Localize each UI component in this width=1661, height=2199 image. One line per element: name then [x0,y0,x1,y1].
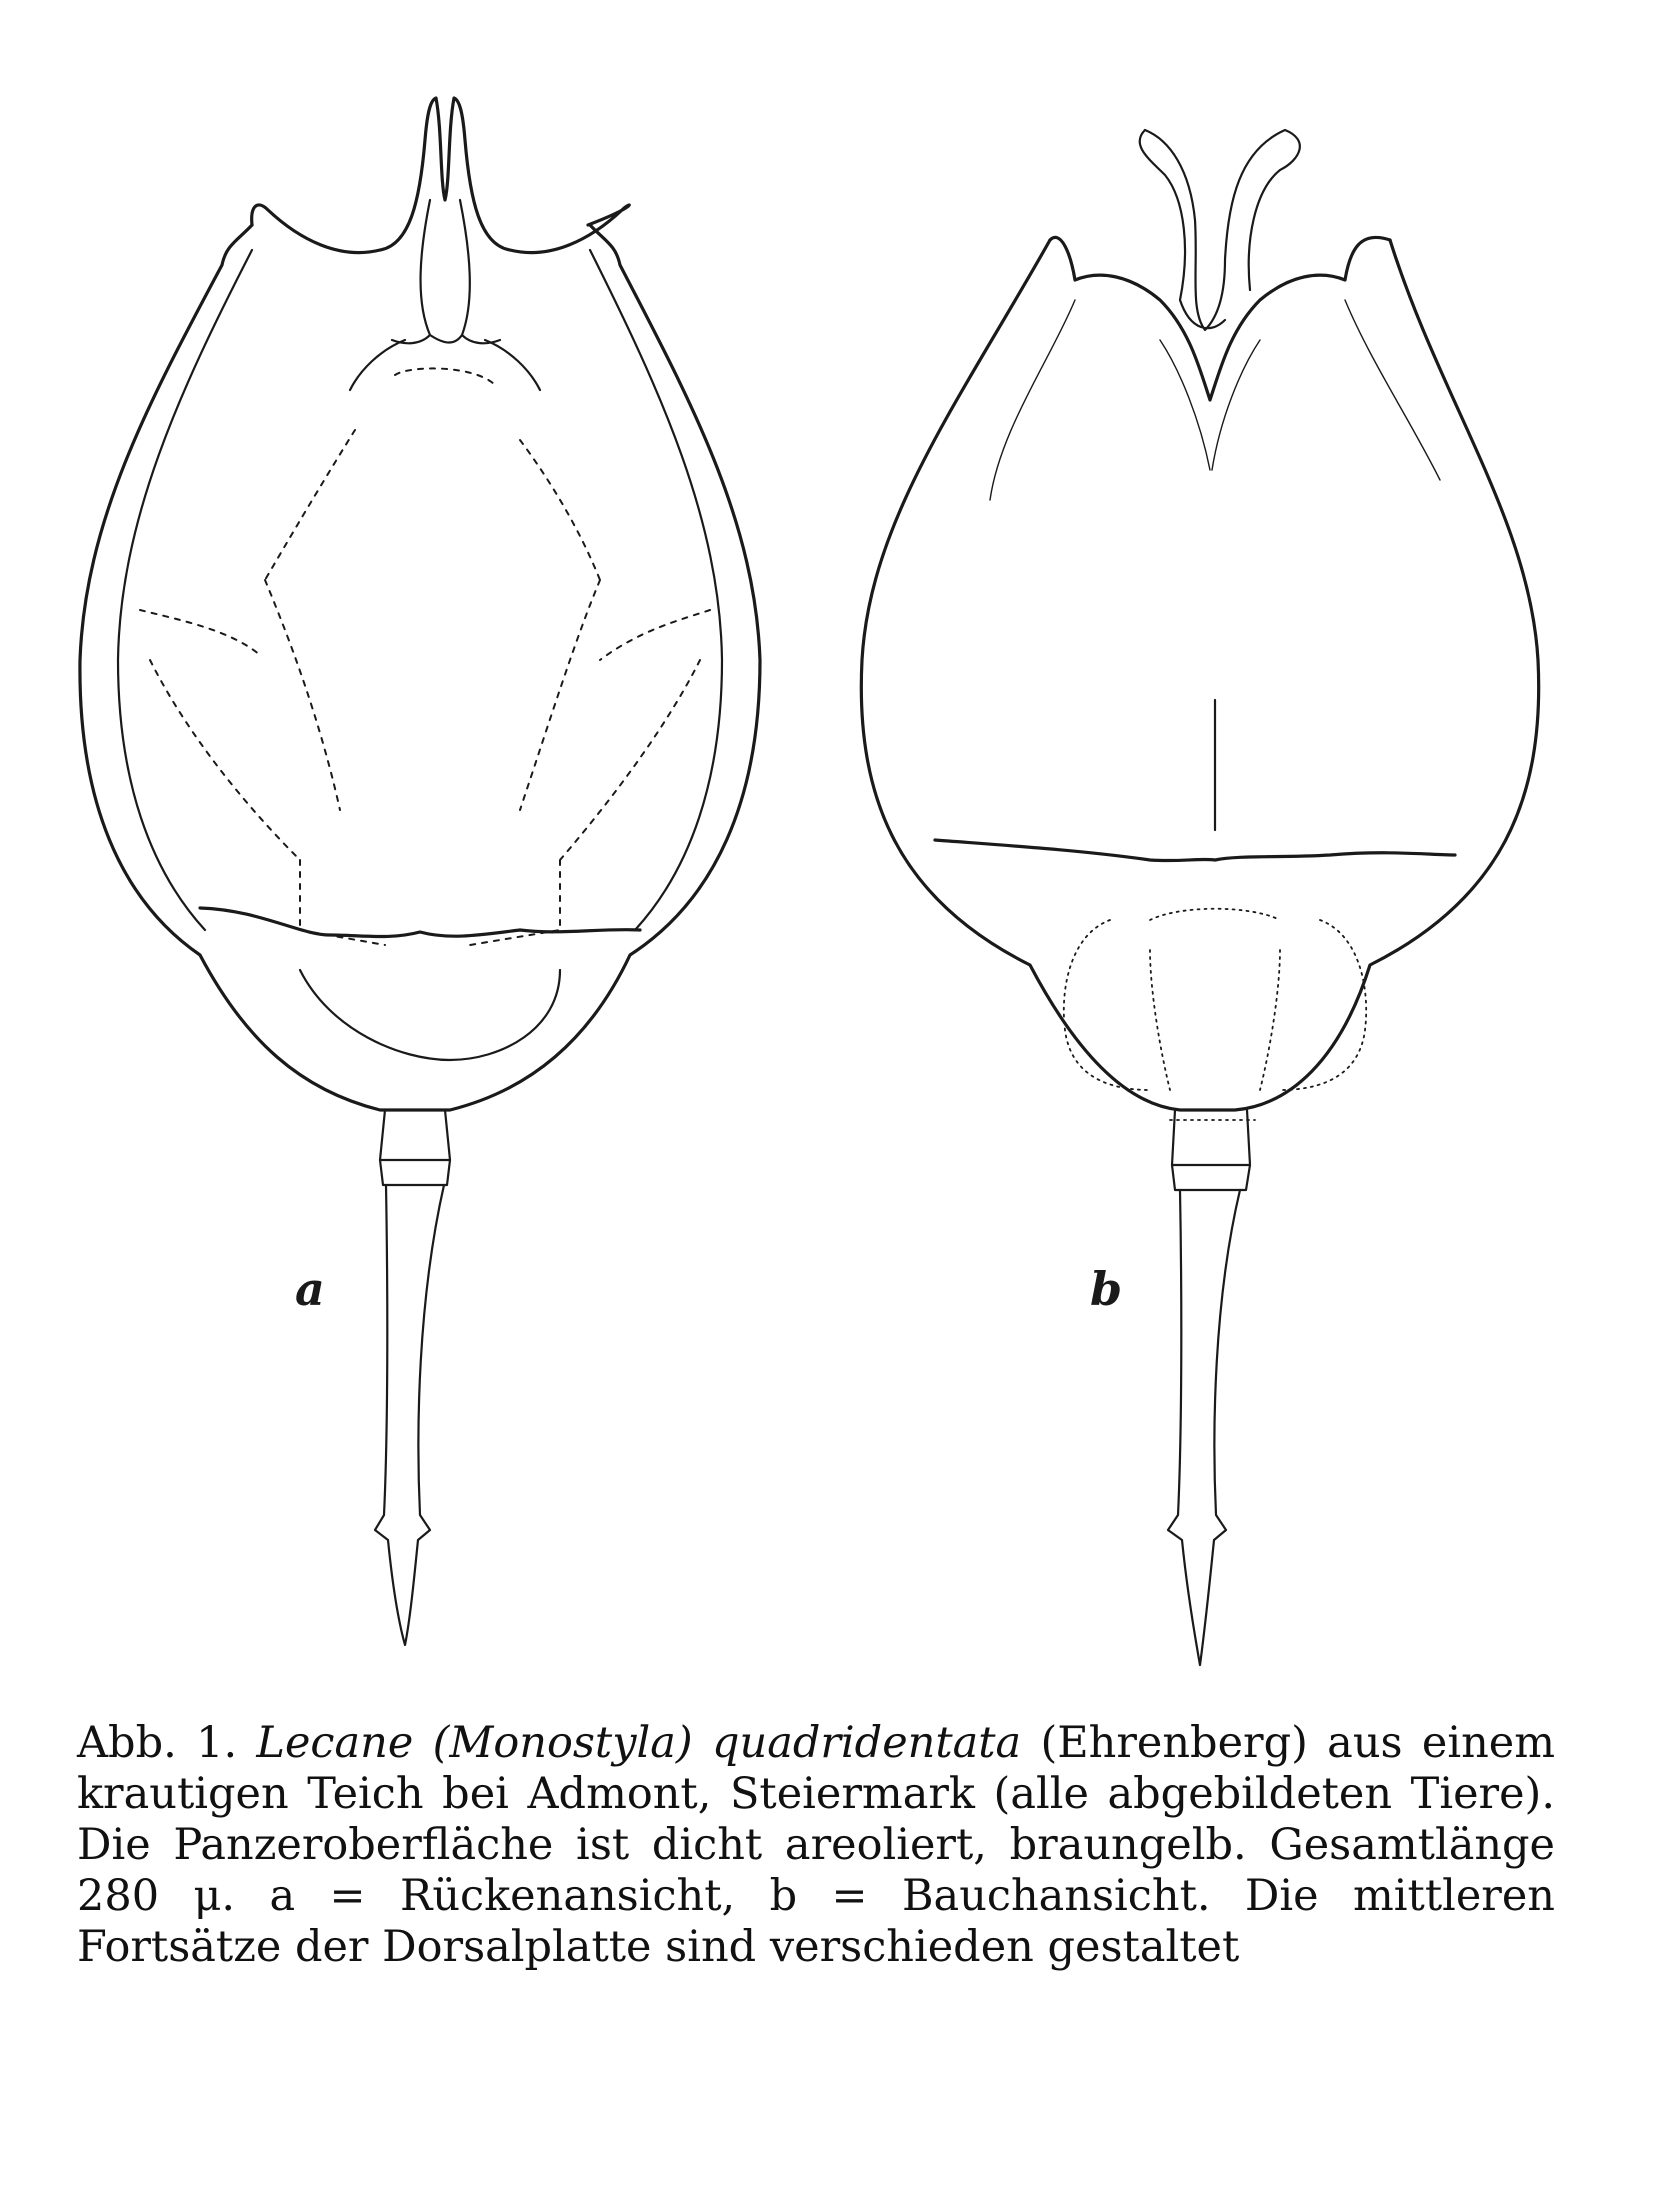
panel-b-transverse-line [935,840,1455,861]
panel-b-posterior-organs [1064,909,1366,1120]
panel-a-inner-outline [118,250,722,930]
panel-a-dorsal-view [80,98,760,1645]
panel-a-foot-segment [380,1110,450,1185]
panel-a-toe [375,1185,444,1645]
panel-b-label: b [1090,1262,1123,1316]
panel-b-trophi [1140,130,1300,330]
figure-caption [77,1718,1555,1973]
panel-b-foot-segment [1172,1110,1250,1190]
panel-a-internal-structures [140,368,710,945]
panel-a-lorica-outline [80,225,760,1110]
panel-b-toe [1168,1190,1240,1665]
panel-a-transverse-plate [200,908,640,937]
panel-a-frontal-process [350,200,540,390]
panel-a-head-horns [252,98,630,253]
panel-a-posterior-lobe [300,970,560,1060]
panel-b-ventral-view [861,130,1538,1665]
panel-b-head-folds [990,300,1440,500]
panel-a-label: a [295,1262,325,1316]
caption-text: (Ehrenberg) aus einem krautigen Teich bei Admont, Steiermark (alle abgebildeten Tiere). Die Panzeroberfläche ist dicht areoliert, braungelb. Gesamtlänge 280 μ. a = Rückenansicht, b = Bauchansicht. Die mittleren Fortsätze der Dorsalplatte sind verschieden gestaltet [77,1718,1555,1972]
caption-species: Lecane (Monostyla) quadridentata [256,1718,1022,1768]
panel-b-head [1050,237,1390,400]
caption-prefix: Abb. 1. [77,1718,238,1768]
